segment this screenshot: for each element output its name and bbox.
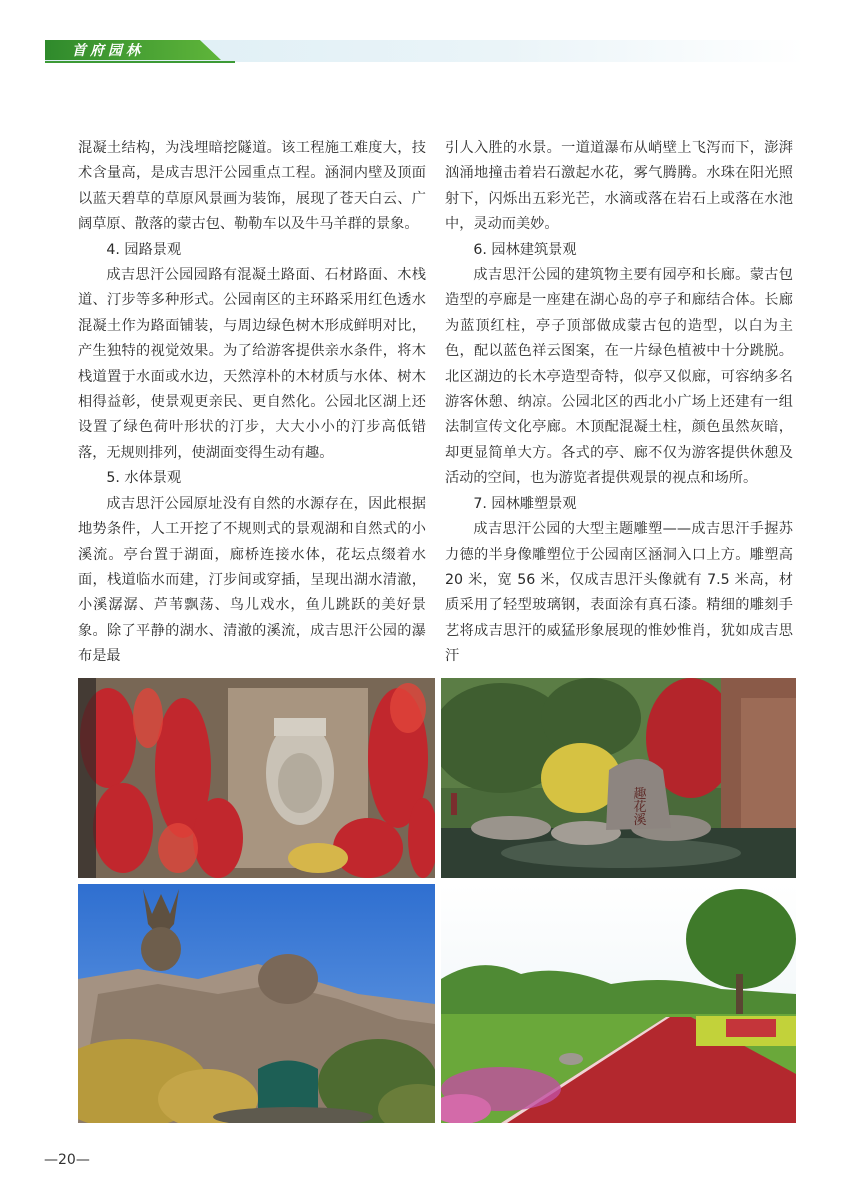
paragraph: 成吉思汗公园园路有混凝土路面、石材路面、木栈道、汀步等多种形式。公园南区的主环路采用红色透水混凝土作为路面铺装，与周边绿色树木形成鲜明对比，产生独特的视觉效果。为了给游客提供亲水条件，将木栈道置于水面或水边，天然淳朴的木材质与水体、树木相得益彰，使景观更亲民、更自然化。公园北区湖上还设置了绿色荷叶形状的汀步，大大小小的汀步高低错落，无规则排列，使湖面变得生动有趣。 — [78, 267, 426, 461]
photo-stone-inscription-stream — [441, 678, 796, 878]
photo-red-pathway — [441, 884, 796, 1123]
paragraph: 混凝土结构，为浅埋暗挖隧道。该工程施工难度大，技术含量高，是成吉思汗公园重点工程。涵洞内壁及顶面以蓝天碧草的草原风景画为装饰，展现了苍天白云、广阔草原、散落的蒙古包、勒勒车以及牛马羊群的景象。 — [78, 140, 426, 233]
section-heading-architecture: 6. 园林建筑景观 — [473, 241, 577, 258]
left-text-column — [78, 136, 426, 670]
right-text-column — [445, 136, 793, 670]
section-heading-sculpture: 7. 园林雕塑景观 — [473, 495, 577, 512]
paragraph: 成吉思汗公园的大型主题雕塑——成吉思汗手握苏力德的半身像雕塑位于公园南区涵洞入口上方。雕塑高 20 米，宽 56 米，仅成吉思汗头像就有 7.5 米高，材质采用了轻型玻璃钢，表面涂有真石漆。精细的雕刻手艺将成吉思汗的威猛形象展现的惟妙惟肖，犹如成吉思汗 — [445, 521, 793, 665]
page-number: —20— — [44, 1152, 90, 1168]
section-heading-water: 5. 水体景观 — [106, 470, 182, 487]
photo-face-carving-red-ivy — [78, 678, 435, 878]
header-rule — [45, 61, 235, 63]
stone-inscription: 趣花溪 — [630, 786, 646, 826]
paragraph: 成吉思汗公园的建筑物主要有园亭和长廊。蒙古包造型的亭廊是一座建在湖心岛的亭子和廊结合体。长廊为蓝顶红柱，亭子顶部做成蒙古包的造型，以白为主色，配以蓝色祥云图案，在一片绿色植被中十分跳脱。北区湖边的长木亭造型奇特，似亭又似廊，可容纳多名游客休憩、纳凉。公园北区的西北小广场上还建有一组法制宣传文化亭廊。木顶配混凝土柱，颜色虽然灰暗，却更显简单大方。各式的亭、廊不仅为游客提供休憩及活动的空间，也为游览者提供观景的视点和场所。 — [445, 267, 793, 487]
paragraph: 引人入胜的水景。一道道瀑布从峭壁上飞泻而下，澎湃汹涌地撞击着岩石激起水花，雾气腾腾。水珠在阳光照射下，闪烁出五彩光芒，水滴或落在岩石上或落在水池中，灵动而美妙。 — [445, 140, 793, 233]
paragraph: 成吉思汗公园原址没有自然的水源存在，因此根据地势条件，人工开挖了不规则式的景观湖和自然式的小溪流。亭台置于湖面，廊桥连接水体，花坛点缀着水面，栈道临水而建，汀步间或穿插，呈现出湖水清澈，小溪潺潺、芦苇飘荡、鸟儿戏水，鱼儿跳跃的美好景象。除了平静的湖水、清澈的溪流，成吉思汗公园的瀑布是最 — [78, 495, 426, 665]
section-heading-road: 4. 园路景观 — [106, 241, 182, 258]
photo-genghis-khan-monument — [78, 884, 435, 1123]
section-title: 首府园林 — [72, 43, 144, 59]
